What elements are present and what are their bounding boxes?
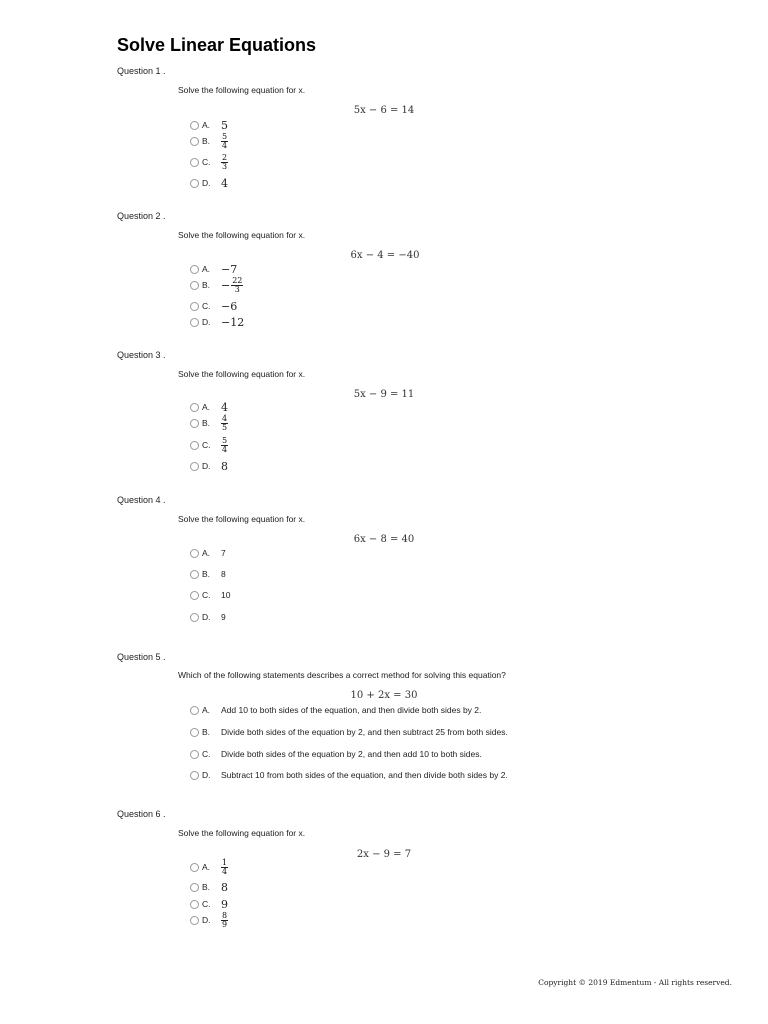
option-letter: B. xyxy=(202,727,211,737)
option-letter: C. xyxy=(202,590,211,600)
radio-button[interactable] xyxy=(190,318,199,327)
option-value xyxy=(221,415,228,432)
question-equation: 5x − 6 = 14 xyxy=(353,105,415,116)
fraction: $\frac{22}{3}$ xyxy=(232,275,243,294)
option-letter: D. xyxy=(202,770,211,780)
radio-button[interactable] xyxy=(190,591,199,600)
answer-option[interactable] xyxy=(190,299,237,313)
option-letter: A. xyxy=(202,264,211,274)
radio-button[interactable] xyxy=(190,900,199,909)
option-value: Subtract 10 from both sides of the equation, and then divide both sides by 2. xyxy=(221,770,508,780)
option-value: 7 xyxy=(221,548,226,558)
radio-button[interactable] xyxy=(190,916,199,925)
radio-button[interactable] xyxy=(190,706,199,715)
radio-button[interactable] xyxy=(190,121,199,130)
answer-option[interactable] xyxy=(190,275,243,294)
option-value: Add 10 to both sides of the equation, and then divide both sides by 2. xyxy=(221,705,482,715)
option-letter: B. xyxy=(202,136,211,146)
option-value: 4 xyxy=(221,176,228,190)
question-equation: 2x − 9 = 7 xyxy=(356,849,412,860)
option-letter: A. xyxy=(202,120,211,130)
question-heading: Question 3 . xyxy=(117,350,166,360)
option-value xyxy=(221,133,228,150)
answer-option[interactable] xyxy=(190,400,228,414)
fraction: $\frac{2}{3}$ xyxy=(222,152,228,171)
answer-option[interactable] xyxy=(190,588,230,602)
page-title: Solve Linear Equations xyxy=(117,35,317,55)
option-letter: A. xyxy=(202,548,211,558)
answer-option[interactable] xyxy=(190,897,228,911)
option-value: 5 xyxy=(221,118,228,132)
option-letter: B. xyxy=(202,280,211,290)
option-value: 8 xyxy=(221,569,226,579)
question-prompt: Solve the following equation for x. xyxy=(178,85,306,95)
option-letter: B. xyxy=(202,418,211,428)
option-value xyxy=(221,154,228,171)
option-letter: A. xyxy=(202,862,211,872)
option-letter: C. xyxy=(202,157,211,167)
answer-option[interactable] xyxy=(190,152,228,171)
option-value: 10 xyxy=(221,590,231,600)
radio-button[interactable] xyxy=(190,403,199,412)
radio-button[interactable] xyxy=(190,728,199,737)
answer-option[interactable] xyxy=(190,131,228,150)
option-value xyxy=(221,437,228,454)
minus-sign: − xyxy=(221,278,231,292)
option-letter: C. xyxy=(202,440,211,450)
answer-option[interactable] xyxy=(190,262,237,276)
option-value: 9 xyxy=(221,612,226,622)
option-letter: A. xyxy=(202,402,211,412)
question-equation: 6x − 8 = 40 xyxy=(353,534,415,545)
radio-button[interactable] xyxy=(190,549,199,558)
option-value: Divide both sides of the equation by 2, and then add 10 to both sides. xyxy=(221,749,482,759)
answer-option[interactable] xyxy=(190,880,228,894)
option-letter: D. xyxy=(202,915,211,925)
option-value: −7 xyxy=(221,262,238,276)
option-letter: D. xyxy=(202,612,211,622)
option-value xyxy=(221,277,243,294)
option-letter: B. xyxy=(202,569,211,579)
radio-button[interactable] xyxy=(190,750,199,759)
option-letter: A. xyxy=(202,705,211,715)
radio-button[interactable] xyxy=(190,441,199,450)
option-letter: C. xyxy=(202,301,211,311)
radio-button[interactable] xyxy=(190,863,199,872)
answer-option[interactable] xyxy=(190,459,228,473)
radio-button[interactable] xyxy=(190,883,199,892)
copyright-footer: Copyright © 2019 Edmentum - All rights reserved. xyxy=(538,978,732,987)
radio-button[interactable] xyxy=(190,462,199,471)
radio-button[interactable] xyxy=(190,179,199,188)
answer-option[interactable] xyxy=(190,725,508,739)
answer-option[interactable] xyxy=(190,910,228,929)
question-prompt: Solve the following equation for x. xyxy=(178,514,306,524)
answer-option[interactable] xyxy=(190,747,482,761)
radio-button[interactable] xyxy=(190,613,199,622)
option-letter: B. xyxy=(202,882,211,892)
option-value: −12 xyxy=(221,315,245,329)
answer-option[interactable] xyxy=(190,546,226,560)
question-heading: Question 6 . xyxy=(117,809,166,819)
radio-button[interactable] xyxy=(190,281,199,290)
answer-option[interactable] xyxy=(190,703,481,717)
question-equation: 10 + 2x = 30 xyxy=(350,690,418,701)
answer-option[interactable] xyxy=(190,315,244,329)
radio-button[interactable] xyxy=(190,137,199,146)
radio-button[interactable] xyxy=(190,158,199,167)
fraction: $\frac{8}{9}$ xyxy=(222,910,228,929)
option-letter: D. xyxy=(202,461,211,471)
question-heading: Question 4 . xyxy=(117,495,166,505)
answer-option[interactable] xyxy=(190,857,228,876)
option-letter: D. xyxy=(202,317,211,327)
answer-option[interactable] xyxy=(190,567,226,581)
option-value: −6 xyxy=(221,299,238,313)
option-value xyxy=(221,859,228,876)
option-letter: D. xyxy=(202,178,211,188)
option-letter: C. xyxy=(202,749,211,759)
option-value xyxy=(221,912,228,929)
radio-button[interactable] xyxy=(190,265,199,274)
radio-button[interactable] xyxy=(190,570,199,579)
question-heading: Question 5 . xyxy=(117,652,166,662)
radio-button[interactable] xyxy=(190,771,199,780)
radio-button[interactable] xyxy=(190,419,199,428)
question-prompt: Which of the following statements describes a correct method for solving this equation? xyxy=(178,670,506,680)
answer-option[interactable] xyxy=(190,610,226,624)
answer-option[interactable] xyxy=(190,768,508,782)
answer-option[interactable] xyxy=(190,413,228,432)
option-value: 4 xyxy=(221,400,228,414)
fraction: $\frac{1}{4}$ xyxy=(222,857,228,876)
question-equation: 6x − 4 = −40 xyxy=(350,250,420,261)
question-prompt: Solve the following equation for x. xyxy=(178,369,306,379)
option-value: Divide both sides of the equation by 2, and then subtract 25 from both sides. xyxy=(221,727,508,737)
question-prompt: Solve the following equation for x. xyxy=(178,230,306,240)
option-letter: C. xyxy=(202,899,211,909)
fraction: $\frac{5}{4}$ xyxy=(222,131,228,150)
answer-option[interactable] xyxy=(190,118,228,132)
option-value: 8 xyxy=(221,880,228,894)
question-equation: 5x − 9 = 11 xyxy=(353,389,415,400)
question-heading: Question 2 . xyxy=(117,211,166,221)
option-value: 9 xyxy=(221,897,228,911)
radio-button[interactable] xyxy=(190,302,199,311)
question-heading: Question 1 . xyxy=(117,66,166,76)
answer-option[interactable] xyxy=(190,176,228,190)
fraction: $\frac{5}{4}$ xyxy=(222,435,228,454)
option-value: 8 xyxy=(221,459,228,473)
question-prompt: Solve the following equation for x. xyxy=(178,828,306,838)
answer-option[interactable] xyxy=(190,435,228,454)
fraction: $\frac{4}{5}$ xyxy=(222,413,228,432)
